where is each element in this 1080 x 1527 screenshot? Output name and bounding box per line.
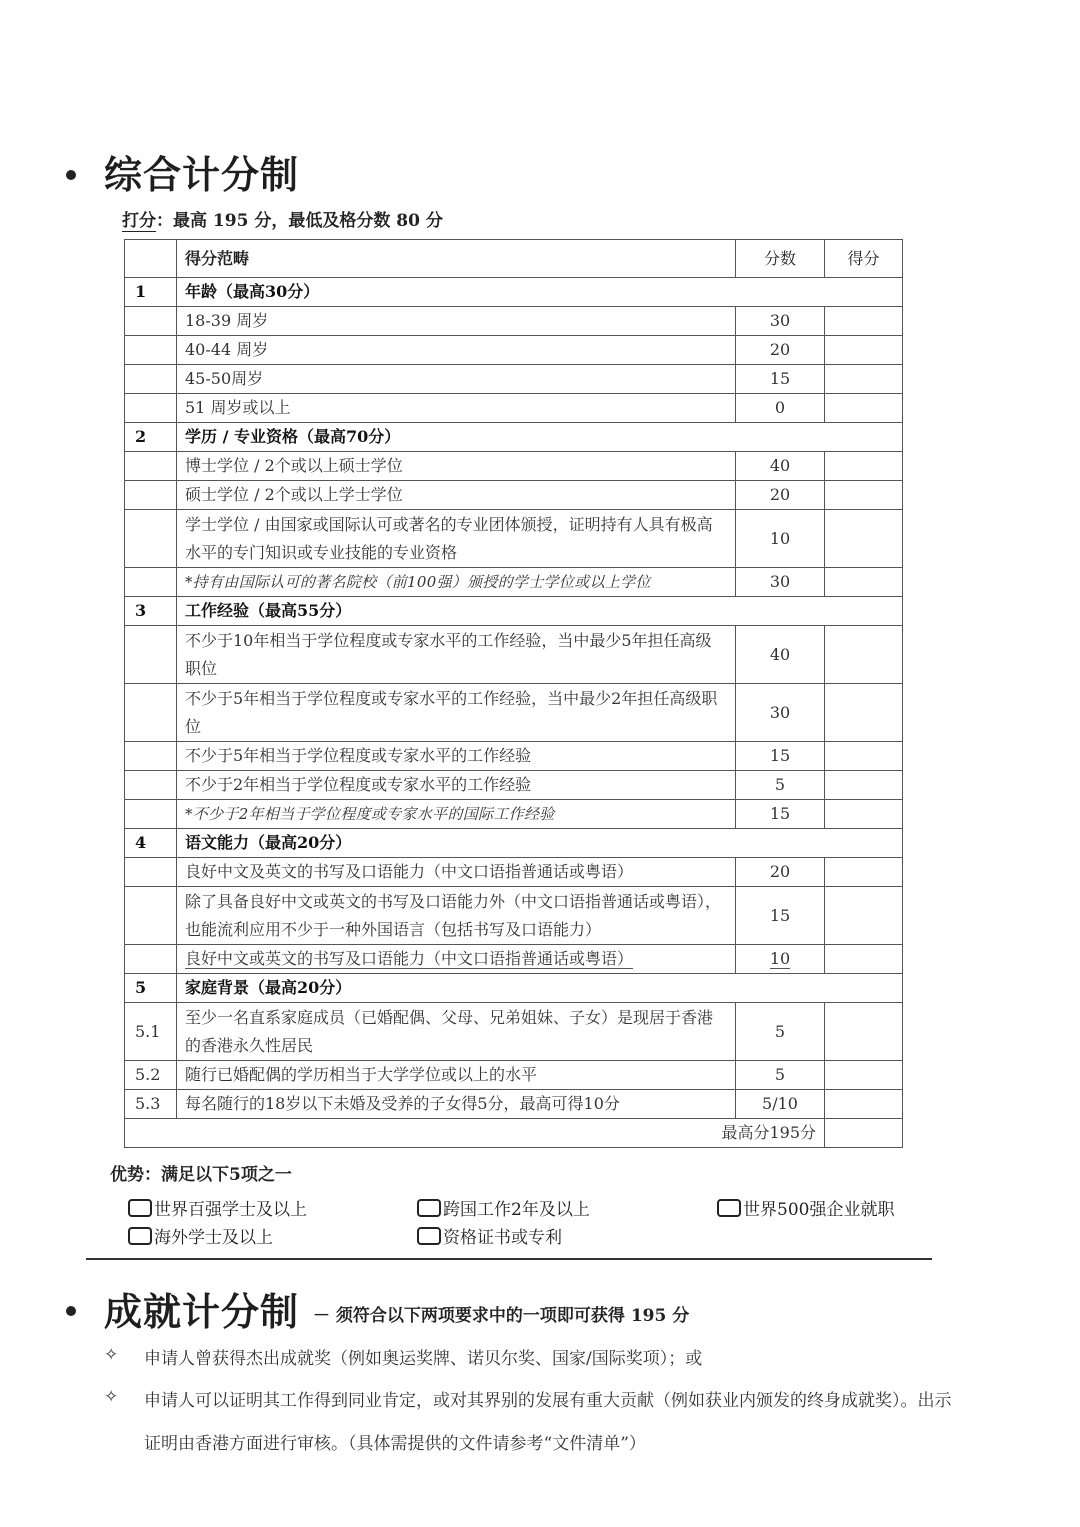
- section-title: 学历 / 专业资格（最高70分）: [177, 423, 903, 452]
- row-number: 5.1: [125, 1003, 177, 1061]
- row-label: 18-39 周岁: [177, 307, 736, 336]
- table-footer-row: [125, 1119, 903, 1148]
- row-score-cell[interactable]: [825, 307, 903, 336]
- row-points: 15: [736, 742, 825, 771]
- points-section-heading: 综合计分制: [104, 153, 300, 197]
- advantage-option[interactable]: [717, 1195, 894, 1220]
- checkbox[interactable]: [128, 1227, 152, 1245]
- row-label: 40-44 周岁: [177, 336, 736, 365]
- row-score-cell[interactable]: [825, 684, 903, 742]
- section-number: 3: [125, 597, 177, 626]
- row-points: 40: [736, 626, 825, 684]
- row-label: 学士学位 / 由国家或国际认可或著名的专业团体颁授，证明持有人具有极高水平的专门知识或专业技能的专业资格: [177, 510, 736, 568]
- row-label: 不少于5年相当于学位程度或专家水平的工作经验，当中最少2年担任高级职位: [177, 684, 736, 742]
- advantage-label: 跨国工作2年及以上: [443, 1200, 590, 1220]
- row-score-cell[interactable]: [825, 1061, 903, 1090]
- row-label: 不少于2年相当于学位程度或专家水平的工作经验: [177, 771, 736, 800]
- row-number: 5.3: [125, 1090, 177, 1119]
- row-score-cell[interactable]: [825, 1003, 903, 1061]
- advantage-option[interactable]: [417, 1195, 590, 1220]
- row-points: 40: [736, 452, 825, 481]
- checkbox[interactable]: [717, 1199, 741, 1217]
- scoring-note-text: ：最高 195 分，最低及格分数 80 分: [156, 211, 443, 231]
- heading-bullet: [66, 170, 76, 180]
- requirement-text: 申请人曾获得杰出成就奖（例如奥运奖牌、诺贝尔奖、国家/国际奖项）；或: [144, 1349, 703, 1369]
- advantage-label: 海外学士及以上: [154, 1228, 273, 1248]
- row-score-cell[interactable]: [825, 452, 903, 481]
- scoring-table: [124, 239, 903, 1148]
- row-score-cell[interactable]: [825, 568, 903, 597]
- table-row: [125, 1061, 903, 1090]
- table-row: [125, 452, 903, 481]
- table-row: [125, 1090, 903, 1119]
- row-score-cell[interactable]: [825, 858, 903, 887]
- table-row: [125, 742, 903, 771]
- heading-bullet: [66, 1306, 76, 1316]
- row-score-cell[interactable]: [825, 800, 903, 829]
- table-row: [125, 858, 903, 887]
- row-points: 20: [736, 481, 825, 510]
- checkbox[interactable]: [417, 1227, 441, 1245]
- row-points: 30: [736, 307, 825, 336]
- table-row: [125, 771, 903, 800]
- header-category: 得分范畴: [177, 240, 736, 278]
- scoring-note: [122, 206, 443, 231]
- row-score-cell[interactable]: [825, 510, 903, 568]
- row-score-cell[interactable]: [825, 945, 903, 974]
- row-score-cell[interactable]: [825, 1090, 903, 1119]
- section-row-language: [125, 829, 903, 858]
- row-label: 硕士学位 / 2个或以上学士学位: [177, 481, 736, 510]
- row-points: 15: [736, 887, 825, 945]
- table-row: [125, 887, 903, 945]
- row-score-cell[interactable]: [825, 394, 903, 423]
- row-score-cell[interactable]: [825, 336, 903, 365]
- header-score: 得分: [825, 240, 903, 278]
- header-num-cell: [125, 240, 177, 278]
- section-number: 1: [125, 278, 177, 307]
- section-title: 工作经验（最高55分）: [177, 597, 903, 626]
- row-label: 良好中文及英文的书写及口语能力（中文口语指普通话或粤语）: [177, 858, 736, 887]
- advantage-option[interactable]: [417, 1223, 562, 1248]
- advantage-label: 世界百强学士及以上: [154, 1200, 307, 1220]
- row-points: 15: [736, 365, 825, 394]
- row-score-cell[interactable]: [825, 481, 903, 510]
- row-label: 每名随行的18岁以下未婚及受养的子女得5分，最高可得10分: [177, 1090, 736, 1119]
- row-points: 20: [736, 336, 825, 365]
- row-label: 45-50周岁: [177, 365, 736, 394]
- section-title: 语文能力（最高20分）: [177, 829, 903, 858]
- row-label: 51 周岁或以上: [177, 394, 736, 423]
- scoring-label: 打分: [122, 211, 156, 231]
- advantage-label: 资格证书或专利: [443, 1228, 562, 1248]
- achievement-section-heading: 成就计分制: [104, 1290, 300, 1334]
- row-points: 10: [736, 510, 825, 568]
- section-row-family: [125, 974, 903, 1003]
- row-label: *持有由国际认可的著名院校（前100强）颁授的学士学位或以上学位: [177, 568, 736, 597]
- checkbox[interactable]: [128, 1199, 152, 1217]
- row-label: 至少一名直系家庭成员（已婚配偶、父母、兄弟姐妹、子女）是现居于香港的香港永久性居民: [177, 1003, 736, 1061]
- row-points: 15: [736, 800, 825, 829]
- section-title: 年龄（最高30分）: [177, 278, 903, 307]
- row-score-cell[interactable]: [825, 626, 903, 684]
- advantage-label: 世界500强企业就职: [743, 1200, 895, 1220]
- table-row: [125, 336, 903, 365]
- section-number: 5: [125, 974, 177, 1003]
- achievement-subtitle: － 须符合以下两项要求中的一项即可获得 195 分: [313, 1306, 690, 1326]
- row-score-cell[interactable]: [825, 742, 903, 771]
- row-points: 0: [736, 394, 825, 423]
- row-label-cell: [177, 945, 736, 974]
- row-label: 良好中文或英文的书写及口语能力（中文口语指普通话或粤语）: [185, 949, 634, 968]
- section-number: 4: [125, 829, 177, 858]
- row-label: 博士学位 / 2个或以上硕士学位: [177, 452, 736, 481]
- table-row: [125, 394, 903, 423]
- sparkle-bullet-icon: ✧: [104, 1345, 119, 1365]
- requirement-text: 申请人可以证明其工作得到同业肯定，或对其界别的发展有重大贡献（例如获业内颁发的终身成就奖）。出示: [144, 1391, 952, 1411]
- requirement-text-continued: 证明由香港方面进行审核。（具体需提供的文件请参考“文件清单”）: [144, 1434, 646, 1454]
- header-points: 分数: [736, 240, 825, 278]
- table-row: [125, 945, 903, 974]
- row-points: 5: [736, 771, 825, 800]
- row-points: 5: [736, 1061, 825, 1090]
- section-title: 家庭背景（最高20分）: [177, 974, 903, 1003]
- max-score-label: 最高分195分: [125, 1119, 825, 1148]
- row-points: 30: [736, 684, 825, 742]
- table-row: [125, 684, 903, 742]
- table-row: [125, 1003, 903, 1061]
- advantage-option[interactable]: [128, 1223, 273, 1248]
- section-row-education: [125, 423, 903, 452]
- table-header-row: [125, 240, 903, 278]
- table-row: [125, 481, 903, 510]
- row-points-cell: [736, 945, 825, 974]
- row-label: 除了具备良好中文或英文的书写及口语能力外（中文口语指普通话或粤语），也能流利应用不少于一种外国语言（包括书写及口语能力）: [177, 887, 736, 945]
- row-points: 20: [736, 858, 825, 887]
- table-row: [125, 800, 903, 829]
- row-label: 不少于10年相当于学位程度或专家水平的工作经验，当中最少5年担任高级职位: [177, 626, 736, 684]
- row-score-cell[interactable]: [825, 887, 903, 945]
- row-score-cell[interactable]: [825, 771, 903, 800]
- advantage-option[interactable]: [128, 1195, 307, 1220]
- section-number: 2: [125, 423, 177, 452]
- row-score-cell[interactable]: [825, 365, 903, 394]
- table-row: [125, 568, 903, 597]
- row-points: 5/10: [736, 1090, 825, 1119]
- sparkle-bullet-icon: ✧: [104, 1387, 119, 1407]
- row-label: 随行已婚配偶的学历相当于大学学位或以上的水平: [177, 1061, 736, 1090]
- row-label: 不少于5年相当于学位程度或专家水平的工作经验: [177, 742, 736, 771]
- row-points: 5: [736, 1003, 825, 1061]
- table-row: [125, 307, 903, 336]
- advantages-title: 优势：满足以下5项之一: [110, 1165, 292, 1185]
- section-row-experience: [125, 597, 903, 626]
- total-score-cell[interactable]: [825, 1119, 903, 1148]
- checkbox[interactable]: [417, 1199, 441, 1217]
- row-points: 10: [769, 949, 791, 968]
- section-row-age: [125, 278, 903, 307]
- row-points: 30: [736, 568, 825, 597]
- row-number: 5.2: [125, 1061, 177, 1090]
- section-divider: [86, 1258, 932, 1260]
- table-row: [125, 626, 903, 684]
- row-label: *不少于2年相当于学位程度或专家水平的国际工作经验: [177, 800, 736, 829]
- table-row: [125, 510, 903, 568]
- table-row: [125, 365, 903, 394]
